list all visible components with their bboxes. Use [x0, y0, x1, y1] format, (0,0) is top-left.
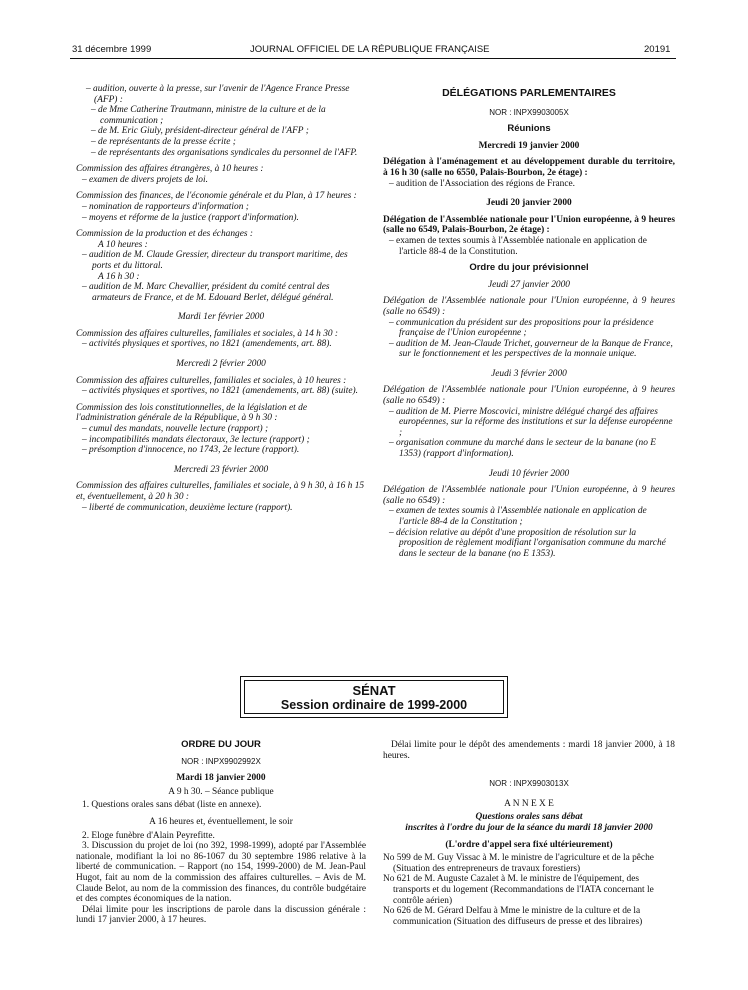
agenda-note: Délai limite pour les inscriptions de parole dans la discussion générale : lundi 17 janvier 2000, à 17 heures. [76, 904, 366, 926]
senat-subtitle: Session ordinaire de 1999-2000 [280, 698, 468, 712]
session-time: A 16 heures et, éventuellement, le soir [149, 816, 293, 827]
senat-right-column [383, 740, 675, 927]
question-item: No 599 de M. Guy Vissac à M. le ministre de l'agriculture et de la pêche (Situation des entrepreneurs de travaux forestiers) [383, 853, 654, 874]
subsection-title: Réunions [507, 123, 551, 135]
delegation-heading: Délégation de l'Assemblée nationale pour l'Union européenne, à 9 heures (salle no 6549) : [383, 485, 675, 506]
session-time: A 9 h 30. – Séance publique [168, 786, 274, 797]
time-label: A 10 heures : [98, 239, 148, 250]
date-heading: Mercredi 23 février 2000 [173, 464, 269, 475]
amendment-deadline: Délai limite pour le dépôt des amendements : mardi 18 janvier 2000, à 18 heures. [383, 740, 675, 761]
section-title: DÉLÉGATIONS PARLEMENTAIRES [442, 87, 616, 99]
header-date: 31 décembre 1999 [72, 44, 152, 55]
senat-left-column [76, 740, 366, 926]
commission-heading: Commission de la production et des échanges : [76, 229, 253, 240]
agenda-item: 3. Discussion du projet de loi (no 392, 1998-1999), adopté par l'Assemblée nationale, modifiant la loi no 86-1067 du 30 septembre 1986 relative à la liberté de communication. – Rapport (no 154, 1999-2000) de M. Jean-Paul Hugot, fait au nom de la commission des affaires culturelles. – Avis de M. Claude Belot, au nom de la commission des finances, du contrôle budgétaire et des comptes économiques de la nation. [76, 841, 366, 905]
header-rule [70, 58, 676, 59]
text-line: – organisation commune du marché dans le secteur de la banane (no E 1353) (rapport d'information). [389, 438, 656, 460]
text-line: – examen de textes soumis à l'Assemblée nationale en application de l'article 88-4 de la Constitution. [389, 235, 647, 257]
delegation-heading: Délégation de l'Assemblée nationale pour l'Union européenne, à 9 heures (salle no 6549) : [383, 296, 675, 317]
commission-heading: Commission des affaires culturelles, familiales et sociales, à 14 h 30 : [76, 328, 339, 339]
nor-reference: NOR : INPX9903013X [489, 779, 569, 789]
text-line: – communication du président sur des propositions pour la présidence française de l'Union européenne ; [389, 317, 654, 339]
question-item: No 621 de M. Auguste Cazalet à M. le ministre de l'équipement, des transports et du logement (Recommandations de l'IATA concernant le contrôle aérien) [383, 874, 654, 906]
text-line: – cumul des mandats, nouvelle lecture (rapport) ; [82, 424, 269, 435]
date-heading: Jeudi 27 janvier 2000 [487, 279, 570, 290]
delegation-heading: Délégation de l'Assemblée nationale pour l'Union européenne, à 9 heures (salle no 6549) : [383, 385, 675, 407]
text-line: – de M. Eric Giuly, président-directeur général de l'AFP ; [91, 126, 309, 137]
subsection-title: Ordre du jour prévisionnel [469, 262, 589, 274]
commission-heading: Commission des affaires étrangères, à 10 heures : [76, 164, 264, 175]
annexe-subtitle: Questions orales sans débat [475, 812, 583, 823]
senat-title-box [240, 676, 508, 718]
agenda-item: 2. Eloge funèbre d'Alain Peyrefitte. [82, 830, 215, 841]
text-line: – audition de M. Jean-Claude Trichet, gouverneur de la Banque de France, sur le fonctionnement et les perspectives de la monnaie unique. [389, 338, 673, 360]
left-column [76, 84, 366, 513]
commission-heading: Commission des affaires culturelles, familiales et sociales, à 10 heures : [76, 375, 347, 386]
agenda-item: 1. Questions orales sans débat (liste en annexe). [82, 800, 262, 811]
nor-reference: NOR : INPX9902992X [181, 756, 261, 766]
text-line: – moyens et réforme de la justice (rapport d'information). [82, 212, 299, 223]
delegation-heading: Délégation de l'Assemblée nationale pour l'Union européenne, à 9 heures (salle no 6549, Palais-Bourbon, 2e étage) : [383, 214, 675, 236]
date-heading: Mercredi 19 janvier 2000 [478, 140, 580, 151]
text-line: – audition de M. Claude Gressier, directeur du transport maritime, des ports et du littoral. [82, 250, 348, 271]
date-heading: Jeudi 3 février 2000 [491, 368, 567, 379]
text-line: – de Mme Catherine Trautmann, ministre de la culture et de la communication ; [91, 105, 326, 126]
date-heading: Jeudi 20 janvier 2000 [486, 198, 572, 209]
commission-heading: Commission des lois constitutionnelles, de la législation et de l'administration générale de la République, à 9 h 30 : [76, 402, 307, 424]
text-line: – liberté de communication, deuxième lecture (rapport). [82, 502, 293, 513]
text-line: – examen de textes soumis à l'Assemblée nationale en application de l'article 88-4 de la Constitution ; [389, 506, 647, 527]
text-line: – activités physiques et sportives, no 1821 (amendements, art. 88) (suite). [82, 386, 358, 397]
text-line: – décision relative au dépôt d'une proposition de résolution sur la proposition de règlement modifiant l'organisation commune du marché dans le secteur de la banane (no E 1353). [389, 527, 666, 559]
annexe-subtitle: inscrites à l'ordre du jour de la séance du mardi 18 janvier 2000 [405, 822, 653, 833]
header-page-number: 20191 [644, 44, 671, 55]
time-label: A 16 h 30 : [98, 271, 140, 282]
call-order-note: (L'ordre d'appel sera fixé ultérieurement) [445, 839, 613, 850]
date-heading: Mercredi 2 février 2000 [176, 359, 266, 370]
header-title: JOURNAL OFFICIEL DE LA RÉPUBLIQUE FRANÇAISE [250, 44, 490, 55]
agenda-title: ORDRE DU JOUR [181, 739, 261, 750]
annexe-title: A N N E X E [504, 798, 554, 809]
senat-title: SÉNAT [352, 683, 396, 698]
text-line: – incompatibilités mandats électoraux, 3e lecture (rapport) ; [82, 434, 310, 445]
nor-reference: NOR : INPX9903005X [489, 107, 569, 117]
right-column [383, 88, 675, 559]
text-line: – audition, ouverte à la presse, sur l'avenir de l'Agence France Presse (AFP) : [86, 84, 350, 105]
delegation-heading: Délégation à l'aménagement et au développement durable du territoire, à 16 h 30 (salle no 6550, Palais-Bourbon, 2e étage) : [383, 157, 675, 178]
commission-heading: Commission des affaires culturelles, familiales et sociale, à 9 h 30, à 16 h 15 et, éventuellement, à 20 h 30 : [76, 481, 365, 502]
text-line: – de représentants de la presse écrite ; [91, 136, 236, 147]
text-line: – audition de l'Association des régions de France. [389, 178, 576, 189]
date-heading: Mardi 18 janvier 2000 [176, 773, 266, 784]
text-line: – nomination de rapporteurs d'information ; [82, 201, 249, 212]
question-item: No 626 de M. Gérard Delfau à Mme le ministre de la culture et de la communication (Situation des diffuseurs de presse et des libraires) [383, 906, 643, 927]
date-heading: Jeudi 10 février 2000 [488, 468, 570, 479]
text-line: – examen de divers projets de loi. [82, 174, 208, 185]
text-line: – présomption d'innocence, no 1743, 2e lecture (rapport). [82, 445, 300, 456]
commission-heading: Commission des finances, de l'économie générale et du Plan, à 17 heures : [76, 191, 357, 202]
text-line: – activités physiques et sportives, no 1821 (amendements, art. 88). [82, 339, 332, 350]
text-line: – de représentants des organisations syndicales du personnel de l'AFP. [91, 147, 358, 158]
text-line: – audition de M. Pierre Moscovici, ministre délégué chargé des affaires européennes, sur la réforme des institutions et sur la défense européenne ; [389, 406, 673, 438]
date-heading: Mardi 1er février 2000 [177, 312, 265, 323]
text-line: – audition de M. Marc Chevallier, président du comité central des armateurs de France, et de M. Edouard Berlet, délégué général. [82, 282, 334, 303]
